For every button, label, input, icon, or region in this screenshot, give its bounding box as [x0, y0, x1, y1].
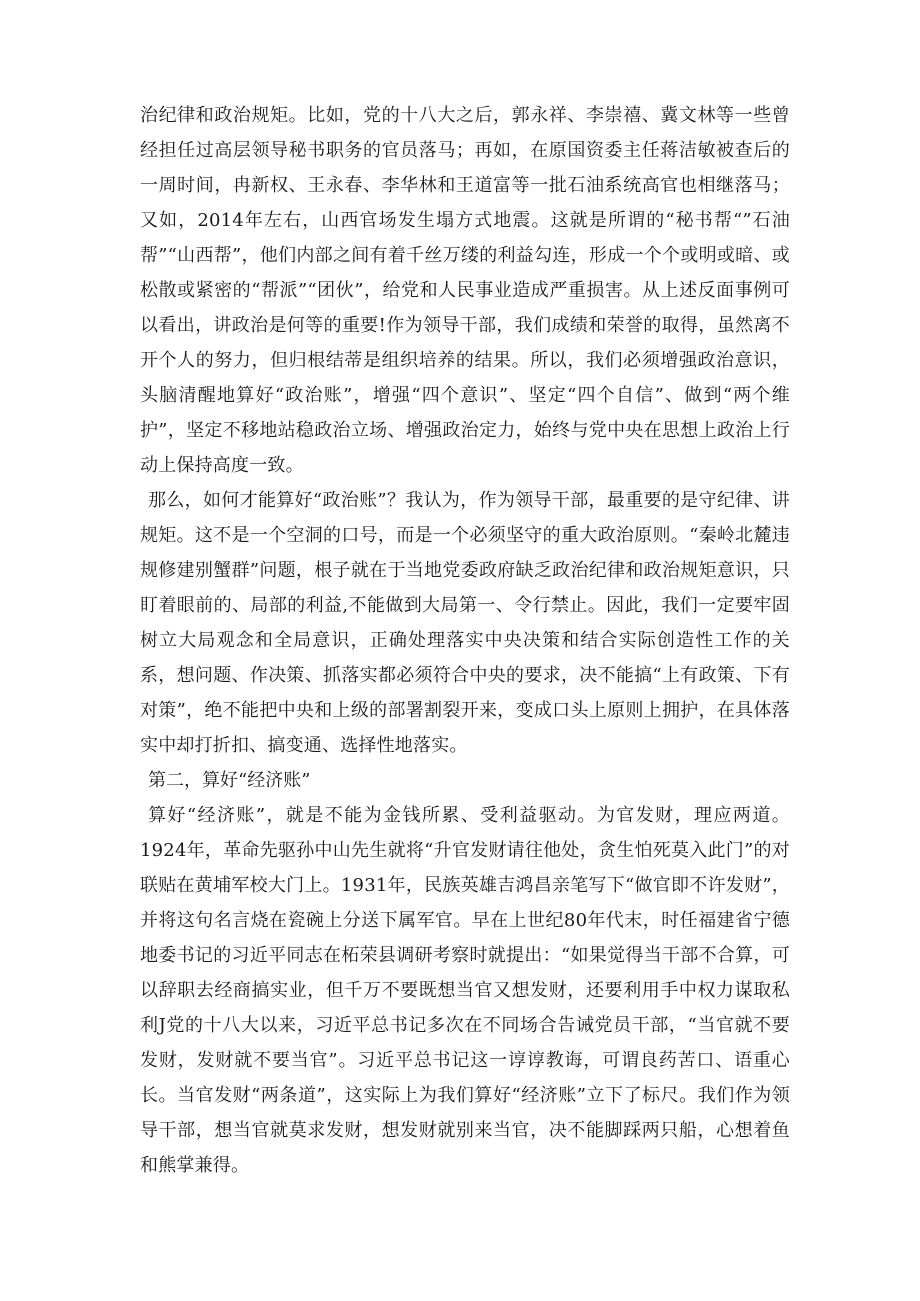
body-paragraph-2: 那么，如何才能算好“政治账”？我认为，作为领导干部，最重要的是守纪律、讲规矩。这不是一个空洞的口号，而是一个必须坚守的重大政治原则。“秦岭北麓违规修建别蟹群”问题，根子就在于当地党委政府缺乏政治纪律和政治规矩意识，只盯着眼前的、局部的利益,不能做到大局第一、令行禁止。因此，我们一定要牢固树立大局观念和全局意识，正确处理落实中央决策和结合实际创造性工作的关系，想问题、作决策、抓落实都必须符合中央的要求，决不能搞“上有政策、下有对策”，绝不能把中央和上级的部署割裂开来，变成口头上原则上拥护，在具体落实中却打折扣、搞变通、选择性地落实。	[140, 490, 790, 756]
document-page	[140, 98, 790, 1183]
section-heading-economic: 第二，算好“经济账”	[148, 770, 311, 791]
body-paragraph-3: 算好“经济账”，就是不能为金钱所累、受利益驱动。为官发财，理应两道。1924年，革命先驱孙中山先生就将“升官发财请往他处，贪生怕死莫入此门”的对联贴在黄埔军校大门上。1931年，民族英雄吉鸿昌亲笔写下“做官即不许发财”，并将这句名言烧在瓷碗上分送下属军官。早在上世纪80年代末，时任福建省宁德地委书记的习近平同志在柘荣县调研考察时就提出：“如果觉得当干部不合算，可以辞职去经商搞实业，但千万不要既想当官又想发财，还要利用手中权力谋取私利J党的十八大以来，习近平总书记多次在不同场合告诫党员干部，“当官就不要发财，发财就不要当官”。习近平总书记这一谆谆教诲，可谓良药苦口、语重心长。当官发财“两条道”，这实际上为我们算好“经济账”立下了标尺。我们作为领导干部，想当官就莫求发财，想发财就别来当官，决不能脚踩两只船，心想着鱼和熊掌兼得。	[140, 805, 790, 1176]
body-paragraph-1: 治纪律和政治规矩。比如，党的十八大之后，郭永祥、李崇禧、冀文林等一些曾经担任过高层领导秘书职务的官员落马；再如，在原国资委主任蒋洁敏被查后的一周时间，冉新权、王永春、李华林和王道富等一批石油系统高官也相继落马；又如，2014年左右，山西官场发生塌方式地震。这就是所谓的“秘书帮“”石油帮”“山西帮”，他们内部之间有着千丝万缕的利益勾连，形成一个个或明或暗、或松散或紧密的“帮派”“团伙”，给党和人民事业造成严重损害。从上述反面事例可以看出，讲政治是何等的重要!作为领导干部，我们成绩和荣誉的取得，虽然离不开个人的努力，但归根结蒂是组织培养的结果。所以，我们必须增强政治意识，头脑清醒地算好“政治账”，增强“四个意识”、坚定“四个自信”、做到“两个维护”，坚定不移地站稳政治立场、增强政治定力，始终与党中央在思想上政治上行动上保持高度一致。	[140, 105, 790, 476]
